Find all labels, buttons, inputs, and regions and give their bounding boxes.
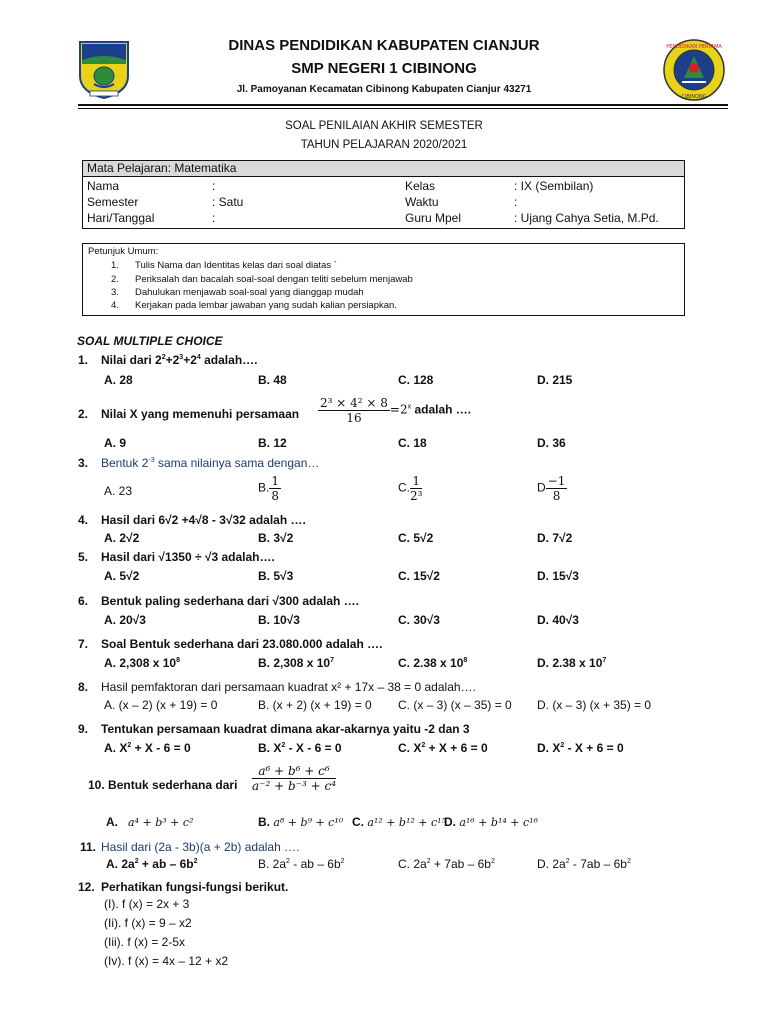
q12-item: (Iv). f (x) = 4x – 12 + x2 xyxy=(104,954,229,968)
q7-option-d: D. 2.38 x $10^7$ xyxy=(537,656,607,670)
q7-option-c: C. 2.38 x $10^8$ xyxy=(398,656,468,670)
q10-option-d: D. a¹⁶ + b¹⁴ + c¹⁶ xyxy=(444,815,538,829)
identity-row xyxy=(83,210,684,226)
q4-option-b: B. 3√2 xyxy=(258,531,294,545)
semester-value: : Satu xyxy=(212,195,244,209)
q7-number: 7. xyxy=(78,637,89,651)
q11-number: 11. xyxy=(80,840,97,854)
q10-expression: $\frac{\text{a⁶ + b⁶ + c⁶}}{\text{a⁻² + b⁻³ + c⁴}}$ xyxy=(252,764,337,793)
q4-number: 4. xyxy=(78,513,89,527)
q9-option-b: B. $X^2 - X - 6 = 0$ xyxy=(258,741,342,755)
q5-option-a: A. 5√2 xyxy=(104,569,140,583)
identity-row xyxy=(83,178,684,194)
exam-title: SOAL PENILAIAN AKHIR SEMESTER xyxy=(285,120,483,132)
q10-option-a: A. a⁴ + b³ + c² xyxy=(106,815,194,829)
q1-number: 1. xyxy=(78,353,89,367)
kelas-value: : IX (Sembilan) xyxy=(514,179,594,193)
q8-number: 8. xyxy=(78,680,89,694)
guru-label: Guru Mpel xyxy=(405,211,462,225)
q6-option-a: A. 20√3 xyxy=(104,613,146,627)
q4-option-a: A. 2√2 xyxy=(104,531,140,545)
instruction-text: Tulis Nama dan Identitas kelas dari soal diatas ` xyxy=(135,260,337,271)
q2-option-d: D. 36 xyxy=(537,436,566,450)
q4-option-c: C. 5√2 xyxy=(398,531,434,545)
q3-text: Bentuk $2^{-3}$ sama nilainya sama dengan… xyxy=(101,456,320,470)
q6-option-b: B. 10√3 xyxy=(258,613,300,627)
q2-equation: $\frac{\text{2³ × 4² × 8}}{16}$ $=2^x$ adalah …. xyxy=(320,396,472,425)
section-title: SOAL MULTIPLE CHOICE xyxy=(77,334,223,348)
q3-option-d: D $\frac{-1}{8}$ xyxy=(537,474,566,503)
waktu-label: Waktu xyxy=(405,195,439,209)
header-rule-thin xyxy=(78,108,728,109)
school-seal-logo xyxy=(662,38,726,102)
q5-option-d: D. 15√3 xyxy=(537,569,579,583)
q4-option-d: D. 7√2 xyxy=(537,531,573,545)
q1-text: Nilai dari $2^2+2^3+2^4$ adalah…. xyxy=(101,353,258,367)
q12-number: 12. xyxy=(78,880,95,894)
q1-option-a: A. 28 xyxy=(104,373,133,387)
q10-option-c: C. a¹² + b¹² + c¹⁵ xyxy=(352,815,446,829)
q6-option-c: C. 30√3 xyxy=(398,613,440,627)
q5-option-b: B. 5√3 xyxy=(258,569,294,583)
instruction-number: 3. xyxy=(111,287,119,298)
q10-option-b: B. a⁸ + b⁹ + c¹⁰ xyxy=(258,815,344,829)
q6-text: Bentuk paling sederhana dari √300 adalah …. xyxy=(101,594,359,608)
subject-label: Mata Pelajaran: Matematika xyxy=(83,161,684,177)
kelas-label: Kelas xyxy=(405,179,436,193)
semester-label: Semester xyxy=(87,195,139,209)
q8-option-a: A. (x – 2) (x + 19) = 0 xyxy=(104,698,218,712)
q2-option-c: C. 18 xyxy=(398,436,427,450)
identity-box xyxy=(82,160,685,229)
q6-option-d: D. 40√3 xyxy=(537,613,579,627)
q12-item: (Iii). f (x) = 2-5x xyxy=(104,935,186,949)
q12-item: (I). f (x) = 2x + 3 xyxy=(104,897,190,911)
hari-label: Hari/Tanggal xyxy=(87,211,155,225)
school-address: Jl. Pamoyanan Kecamatan Cibinong Kabupaten Cianjur 43271 xyxy=(236,84,532,95)
q12-item: (Ii). f (x) = 9 – x2 xyxy=(104,916,192,930)
q7-option-a: A. 2,308 x $10^8$ xyxy=(104,656,180,670)
q11-option-b: B. $2a^2$ - ab – $6b^2$ xyxy=(258,857,345,871)
identity-row xyxy=(83,194,684,210)
q3-option-a: A. 23 xyxy=(104,484,133,498)
q9-option-c: C. $X^2 + X + 6 = 0$ xyxy=(398,741,488,755)
agency-name: DINAS PENDIDIKAN KABUPATEN CIANJUR xyxy=(228,37,540,54)
q5-option-c: C. 15√2 xyxy=(398,569,440,583)
q11-text: Hasil dari (2a - 3b)(a + 2b) adalah …. xyxy=(101,840,300,854)
q2-option-b: B. 12 xyxy=(258,436,287,450)
q12-text: Perhatikan fungsi-fungsi berikut. xyxy=(101,880,289,894)
instruction-number: 4. xyxy=(111,300,119,311)
nama-label: Nama xyxy=(87,179,120,193)
q5-text: Hasil dari √1350 ÷ √3 adalah…. xyxy=(101,550,275,564)
q10-text: 10. Bentuk sederhana dari xyxy=(88,778,238,792)
seal-bottom-text: CIBINONG xyxy=(681,94,707,100)
nama-value: : xyxy=(212,179,216,193)
header-rule xyxy=(78,104,728,106)
waktu-value: : xyxy=(514,195,518,209)
q11-option-c: C. $2a^2 + 7ab - 6b^2$ xyxy=(398,857,495,871)
q8-text: Hasil pemfaktoran dari persamaan kuadrat x² + 17x – 38 = 0 adalah…. xyxy=(101,680,476,694)
q9-option-a: A. $X^2 + X - 6 = 0$ xyxy=(104,741,191,755)
q8-option-c: C. (x – 3) (x – 35) = 0 xyxy=(398,698,512,712)
q1-option-d: D. 215 xyxy=(537,373,573,387)
instructions-box xyxy=(82,243,685,316)
q9-option-d: D. $X^2 - X + 6 = 0$ xyxy=(537,741,624,755)
q8-option-b: B. (x + 2) (x + 19) = 0 xyxy=(258,698,372,712)
q2-text: Nilai X yang memenuhi persamaan xyxy=(101,407,300,421)
q9-number: 9. xyxy=(78,722,89,736)
q4-text: Hasil dari 6√2 +4√8 - 3√32 adalah …. xyxy=(101,513,306,527)
q2-number: 2. xyxy=(78,407,89,421)
instruction-text: Periksalah dan bacalah soal-soal dengan teliti sebelum menjawab xyxy=(135,274,413,285)
instruction-number: 1. xyxy=(111,260,119,271)
q3-number: 3. xyxy=(78,456,89,470)
instruction-number: 2. xyxy=(111,274,119,285)
seal-top-text: PENDIDIKAN PERTAMA xyxy=(666,44,722,50)
instruction-text: Dahulukan menjawab soal-soal yang dianggap mudah xyxy=(135,287,364,298)
school-name: SMP NEGERI 1 CIBINONG xyxy=(291,60,477,77)
q11-option-a: A. $2a^2$ + ab – $6b^2$ xyxy=(106,857,198,871)
q5-number: 5. xyxy=(78,550,89,564)
q11-option-d: D. $2a^2 - 7ab - 6b^2$ xyxy=(537,857,631,871)
q7-option-b: B. 2,308 x $10^7$ xyxy=(258,656,334,670)
q6-number: 6. xyxy=(78,594,89,608)
q2-option-a: A. 9 xyxy=(104,436,127,450)
q7-text: Soal Bentuk sederhana dari 23.080.000 adalah …. xyxy=(101,637,383,651)
instructions-title: Petunjuk Umum: xyxy=(88,246,159,257)
q9-text: Tentukan persamaan kuadrat dimana akar-akarnya yaitu -2 dan 3 xyxy=(101,722,470,736)
q1-option-c: C. 128 xyxy=(398,373,434,387)
q3-option-c: C. $\frac{1}{\text{2³}}$ xyxy=(398,474,423,503)
hari-value: : xyxy=(212,211,216,225)
q1-option-b: B. 48 xyxy=(258,373,287,387)
exam-year: TAHUN PELAJARAN 2020/2021 xyxy=(300,139,468,151)
guru-value: : Ujang Cahya Setia, M.Pd. xyxy=(514,211,659,225)
q3-option-b: B. $\frac{1}{8}$ xyxy=(258,474,279,503)
instruction-text: Kerjakan pada lembar jawaban yang sudah kalian persiapkan. xyxy=(135,300,397,311)
q8-option-d: D. (x – 3) (x + 35) = 0 xyxy=(537,698,652,712)
